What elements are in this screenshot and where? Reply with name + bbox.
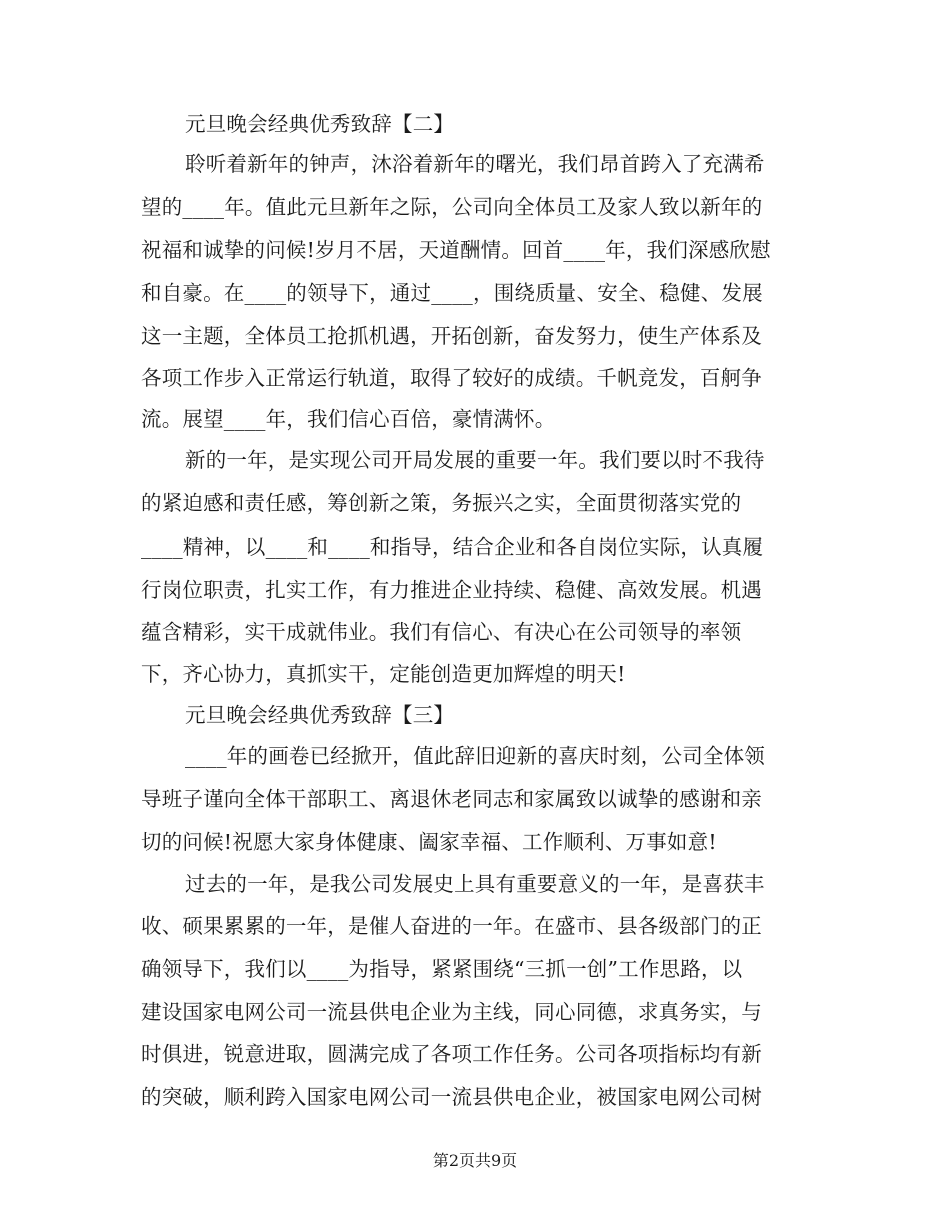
paragraph-line: 和自豪。在____的领导下，通过____，围绕质量、安全、稳健、发展 [141, 281, 763, 305]
paragraph-line: 各项工作步入正常运行轨道，取得了较好的成绩。千帆竞发，百舸争 [141, 366, 762, 390]
paragraph-line: 下，齐心协力，真抓实干，定能创造更加辉煌的明天! [141, 662, 626, 686]
section-heading-3: 元旦晚会经典优秀致辞【三】 [185, 703, 455, 727]
paragraph-line: 确领导下，我们以____为指导，紧紧围绕“三抓一创”工作思路，以 [141, 957, 743, 981]
paragraph-line: 的突破，顺利跨入国家电网公司一流县供电企业，被国家电网公司树 [141, 1085, 762, 1109]
paragraph-line: ____精神，以____和____和指导，结合企业和各自岗位实际，认真履 [141, 535, 764, 559]
paragraph-line: 导班子谨向全体干部职工、离退休老同志和家属致以诚挚的感谢和亲 [141, 787, 762, 811]
paragraph-line: 收、硕果累累的一年，是催人奋进的一年。在盛市、县各级部门的正 [141, 914, 762, 938]
paragraph-line: 行岗位职责，扎实工作，有力推进企业持续、稳健、高效发展。机遇 [141, 578, 762, 602]
paragraph-line: 流。展望____年，我们信心百倍，豪情满怀。 [141, 407, 556, 431]
paragraph-line: 聆听着新年的钟声，沐浴着新年的曙光，我们昂首跨入了充满希 [185, 152, 765, 176]
paragraph-line: 的紧迫感和责任感，筹创新之策，务振兴之实，全面贯彻落实党的 [141, 491, 742, 515]
paragraph-line: 蕴含精彩，实干成就伟业。我们有信心、有决心在公司领导的率领 [141, 620, 742, 644]
paragraph-line: 过去的一年，是我公司发展史上具有重要意义的一年，是喜获丰 [185, 872, 765, 896]
section-heading-2: 元旦晚会经典优秀致辞【二】 [185, 112, 455, 136]
paragraph-line: ____年的画卷已经掀开，值此辞旧迎新的喜庆时刻，公司全体领 [185, 744, 765, 768]
paragraph-line: 望的____年。值此元旦新年之际，公司向全体员工及家人致以新年的 [141, 195, 763, 219]
page-number-footer: 第2页共9页 [432, 1151, 518, 1170]
paragraph-line: 新的一年，是实现公司开局发展的重要一年。我们要以时不我待 [185, 448, 765, 472]
paragraph-line: 时俱进，锐意进取，圆满完成了各项工作任务。公司各项指标均有新 [141, 1042, 762, 1066]
paragraph-line: 祝福和诚挚的问候!岁月不居，天道酬情。回首____年，我们深感欣慰 [141, 238, 771, 262]
paragraph-line: 切的问候!祝愿大家身体健康、阖家幸福、工作顺利、万事如意! [141, 830, 717, 854]
paragraph-line: 这一主题，全体员工抢抓机遇，开拓创新，奋发努力，使生产体系及 [141, 324, 762, 348]
paragraph-line: 建设国家电网公司一流县供电企业为主线，同心同德，求真务实，与 [141, 1000, 762, 1024]
